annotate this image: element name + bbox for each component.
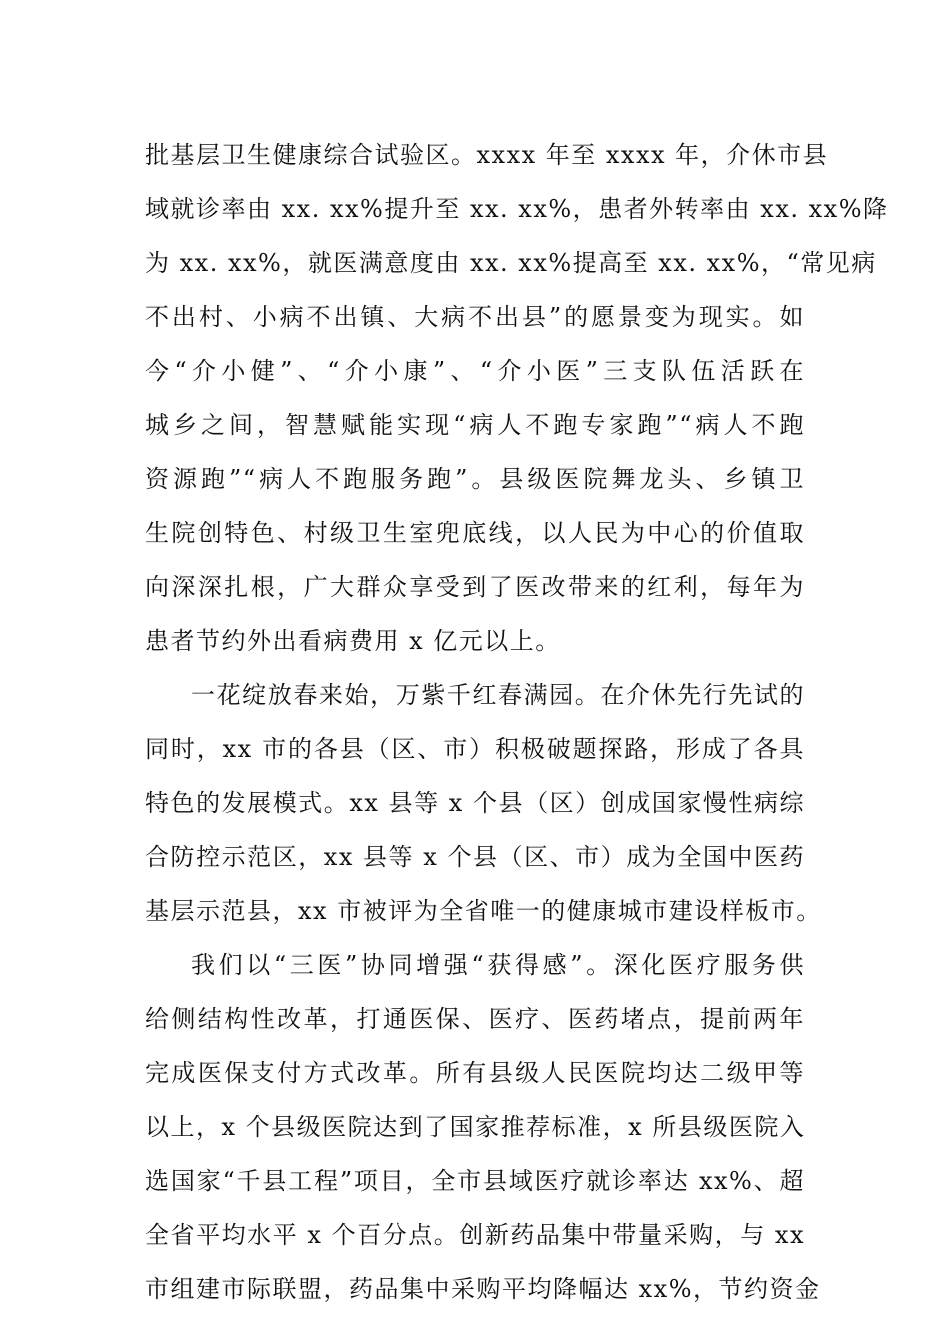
text-line: 以上，x 个县级医院达到了国家推荐标准，x 所县级医院入 (145, 1113, 806, 1141)
text-line: 生院创特色、村级卫生室兜底线，以人民为中心的价值取 (145, 519, 805, 547)
text-line: 城乡之间，智慧赋能实现“病人不跑专家跑”“病人不跑 (145, 411, 805, 439)
text-line: 给侧结构性改革，打通医保、医疗、医药堵点，提前两年 (145, 1005, 805, 1033)
text-line: 基层示范县，xx 市被评为全省唯一的健康城市建设样板市。 (145, 897, 822, 925)
text-line: 不出村、小病不出镇、大病不出县”的愿景变为现实。如 (145, 303, 805, 331)
text-line: 合防控示范区，xx 县等 x 个县（区、市）成为全国中医药 (145, 843, 805, 871)
text-line: 我们以“三医”协同增强“获得感”。深化医疗服务供 (191, 951, 805, 979)
text-line: 一花绽放春来始，万紫千红春满园。在介休先行先试的 (191, 681, 805, 709)
text-line: 完成医保支付方式改革。所有县级人民医院均达二级甲等 (145, 1059, 805, 1087)
paragraph-3 (145, 938, 821, 1316)
text-line: 今“介小健”、“介小康”、“介小医”三支队伍活跃在 (145, 357, 805, 385)
text-line: 向深深扎根，广大群众享受到了医改带来的红利，每年为 (145, 573, 805, 601)
text-line: 选国家“千县工程”项目，全市县域医疗就诊率达 xx%、超 (145, 1167, 805, 1195)
text-line: 批基层卫生健康综合试验区。xxxx 年至 xxxx 年，介休市县 (145, 141, 829, 169)
text-line: 患者节约外出看病费用 x 亿元以上。 (145, 627, 561, 655)
text-line: 特色的发展模式。xx 县等 x 个县（区）创成国家慢性病综 (145, 789, 805, 817)
paragraph-2 (145, 668, 822, 938)
paragraph-1 (145, 128, 889, 668)
text-line: 域就诊率由 xx. xx%提升至 xx. xx%，患者外转率由 xx. xx%降 (145, 195, 889, 223)
document-body (145, 128, 889, 1316)
text-line: 市组建市际联盟，药品集中采购平均降幅达 xx%，节约资金 (145, 1275, 821, 1303)
text-line: 同时，xx 市的各县（区、市）积极破题探路，形成了各具 (145, 735, 805, 763)
text-line: 资源跑”“病人不跑服务跑”。县级医院舞龙头、乡镇卫 (145, 465, 805, 493)
text-line: 全省平均水平 x 个百分点。创新药品集中带量采购，与 xx (145, 1221, 805, 1249)
text-line: 为 xx. xx%，就医满意度由 xx. xx%提高至 xx. xx%，“常见病 (145, 249, 877, 277)
